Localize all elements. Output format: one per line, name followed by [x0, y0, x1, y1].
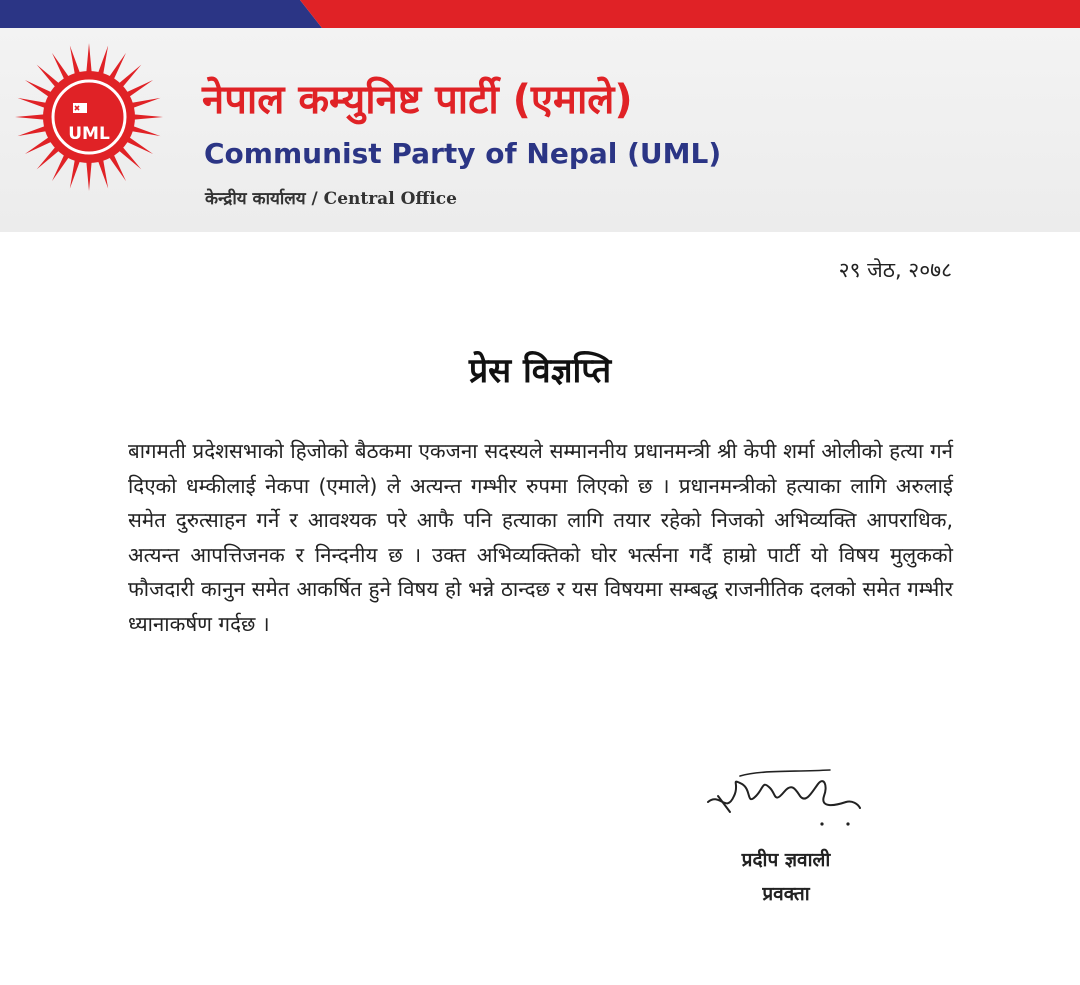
signatory-title: प्रवक्ता	[762, 883, 810, 905]
party-emblem-icon	[14, 42, 164, 192]
party-name-english: Communist Party of Nepal (UML)	[204, 137, 722, 170]
office-label: केन्द्रीय कार्यालय / Central Office	[205, 189, 457, 209]
party-name-nepali: नेपाल कम्युनिष्ट पार्टी (एमाले)	[202, 77, 633, 123]
handwritten-signature-icon	[700, 762, 870, 842]
document-body: बागमती प्रदेशसभाको हिजोको बैठकमा एकजना सदस्यले सम्माननीय प्रधानमन्त्री श्री केपी शर्मा ओलीको हत्या गर्न दिएको धम्कीलाई नेकपा (एमाले) ले अत्यन्त गम्भीर रुपमा लिएको छ । प्रधानमन्त्रीको हत्याका लागि अरुलाई समेत दुरुत्साहन गर्ने र आवश्यक परे आफै पनि हत्याका लागि तयार रहेको निजको अभिव्यक्ति आपराधिक, अत्यन्त आपत्तिजनक र निन्दनीय छ । उक्त अभिव्यक्तिको घोर भर्त्सना गर्दै हाम्रो पार्टी यो विषय मुलुकको फौजदारी कानुन समेत आकर्षित हुने विषय हो भन्ने ठान्दछ र यस विषयमा सम्बद्ध राजनीतिक दलको समेत गम्भीर ध्यानाकर्षण गर्दछ ।	[128, 439, 953, 636]
signatory-name: प्रदीप ज्ञवाली	[741, 849, 831, 871]
document-title: प्रेस विज्ञप्ति	[468, 351, 612, 391]
header-color-band	[0, 0, 1080, 28]
emblem-text: UML	[68, 124, 110, 144]
document-date: २९ जेठ, २०७८	[838, 258, 952, 282]
